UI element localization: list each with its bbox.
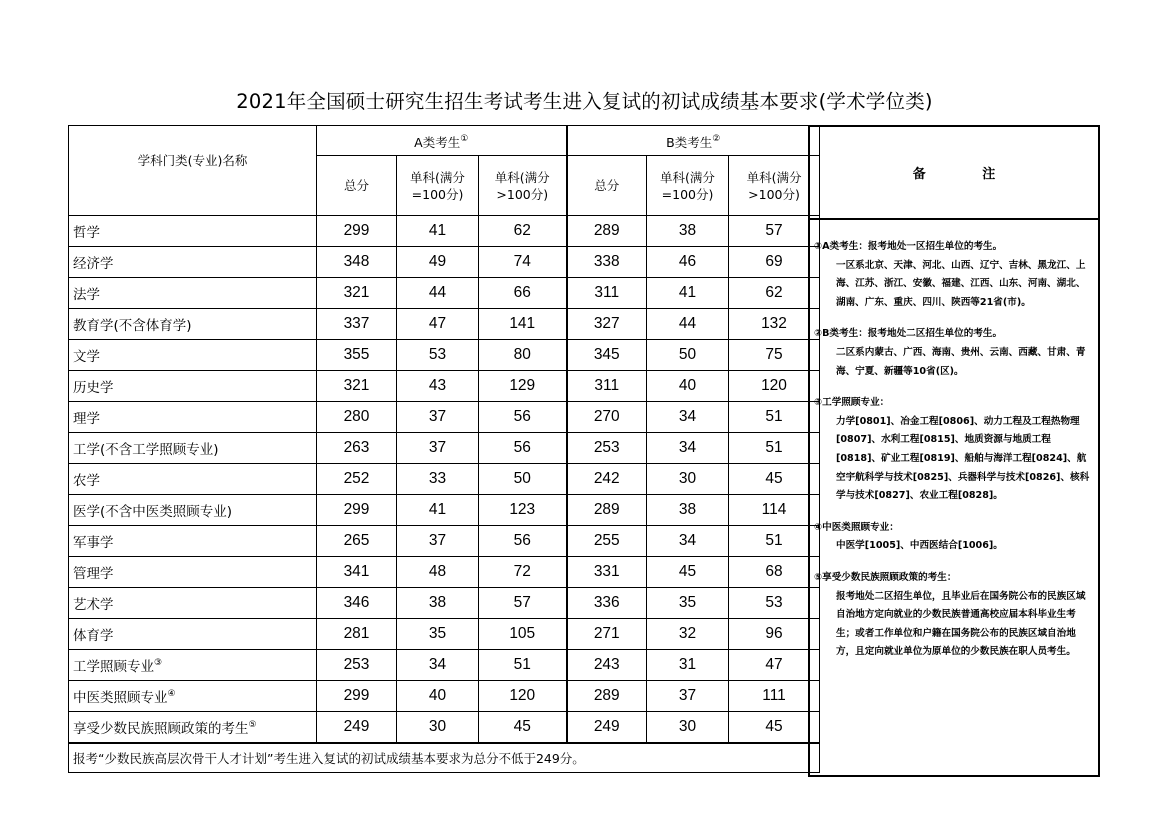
a-score-total: 321 xyxy=(317,371,397,402)
note-body: 力学[0801]、冶金工程[0806]、动力工程及工程热物理[0807]、水利工程[0815]、地质资源与地质工程[0818]、矿业工程[0819]、船舶与海洋工程[0824]、航空宇航科学与技术[0825]、兵器科学与技术[0826]、核科学与技术[0827]、农业工程[0828]。 xyxy=(836,415,1090,502)
a-score-single-over: 80 xyxy=(479,340,567,371)
b-score-total: 311 xyxy=(567,371,647,402)
a-single100-line2: =100分) xyxy=(411,186,464,202)
subject-name xyxy=(69,650,317,681)
a-score-single-over: 123 xyxy=(479,495,567,526)
a-score-single100: 37 xyxy=(397,402,479,433)
b-score-single-over: 51 xyxy=(729,402,820,433)
a-score-single-over: 74 xyxy=(479,247,567,278)
b-score-total: 311 xyxy=(567,278,647,309)
note-body: 报考地处二区招生单位，且毕业后在国务院公布的民族区域自治地方定向就业的少数民族普通高校应届本科毕业生考生；或者工作单位和户籍在国务院公布的民族区域自治地方，且定向就业单位为原单位的少数民族在职人员考生。 xyxy=(836,590,1086,658)
a-score-single-over: 56 xyxy=(479,526,567,557)
a-score-total: 265 xyxy=(317,526,397,557)
subject-label: 经济学 xyxy=(73,256,114,272)
subject-label: 医学(不含中医类照顾专业) xyxy=(73,504,233,520)
a-score-single-over: 141 xyxy=(479,309,567,340)
a-score-total: 348 xyxy=(317,247,397,278)
footnote-row xyxy=(69,743,820,773)
b-score-single100: 50 xyxy=(647,340,729,371)
a-score-single100: 38 xyxy=(397,588,479,619)
remarks-header: 备 注 xyxy=(810,127,1098,220)
b-score-total: 249 xyxy=(567,712,647,743)
subject-name xyxy=(69,216,317,247)
b-score-single-over: 114 xyxy=(729,495,820,526)
b-score-total: 336 xyxy=(567,588,647,619)
b-single100-line1: 单科(满分 xyxy=(660,169,715,185)
a-score-single100: 43 xyxy=(397,371,479,402)
subject-name xyxy=(69,619,317,650)
b-score-single100: 32 xyxy=(647,619,729,650)
b-score-single100: 44 xyxy=(647,309,729,340)
a-single-over-header xyxy=(479,156,567,216)
note-engineering xyxy=(814,394,1094,506)
a-score-total: 299 xyxy=(317,495,397,526)
table-row xyxy=(69,495,820,526)
subject-column-header: 学科门类(专业)名称 xyxy=(69,126,317,216)
note-head: ①A类考生：报考地处一区招生单位的考生。 xyxy=(814,241,1003,252)
b-score-total: 345 xyxy=(567,340,647,371)
group-b-mark: ② xyxy=(712,133,721,144)
b-single100-header xyxy=(647,156,729,216)
table-row xyxy=(69,216,820,247)
subject-name xyxy=(69,526,317,557)
a-score-single-over: 57 xyxy=(479,588,567,619)
b-single-over-line1: 单科(满分 xyxy=(746,169,802,185)
a-score-single100: 40 xyxy=(397,681,479,712)
b-score-single-over: 53 xyxy=(729,588,820,619)
subject-label: 工学(不含工学照顾专业) xyxy=(73,442,219,458)
footnote-mark: ④ xyxy=(167,689,176,699)
a-score-single-over: 51 xyxy=(479,650,567,681)
subject-label: 法学 xyxy=(73,287,100,303)
b-score-single100: 30 xyxy=(647,464,729,495)
b-score-single100: 30 xyxy=(647,712,729,743)
group-a-mark: ① xyxy=(460,133,469,144)
b-score-single-over: 47 xyxy=(729,650,820,681)
b-score-total: 253 xyxy=(567,433,647,464)
note-head: ④中医类照顾专业： xyxy=(814,521,899,533)
b-score-single100: 35 xyxy=(647,588,729,619)
a-score-single-over: 105 xyxy=(479,619,567,650)
b-score-single100: 34 xyxy=(647,402,729,433)
b-total-header: 总分 xyxy=(567,156,647,216)
a-score-single100: 44 xyxy=(397,278,479,309)
b-score-single100: 46 xyxy=(647,247,729,278)
b-score-single100: 38 xyxy=(647,216,729,247)
note-b-class xyxy=(814,325,1094,381)
a-score-total: 253 xyxy=(317,650,397,681)
subject-name xyxy=(69,681,317,712)
remarks-panel xyxy=(808,125,1100,777)
a-single100-line1: 单科(满分 xyxy=(410,169,465,185)
b-score-single100: 38 xyxy=(647,495,729,526)
a-score-total: 280 xyxy=(317,402,397,433)
b-score-total: 289 xyxy=(567,216,647,247)
a-score-single-over: 56 xyxy=(479,402,567,433)
note-head: ②B类考生：报考地处二区招生单位的考生。 xyxy=(814,328,1003,340)
page-title: 2021年全国硕士研究生招生考试考生进入复试的初试成绩基本要求(学术学位类) xyxy=(236,90,933,113)
b-score-single100: 41 xyxy=(647,278,729,309)
b-score-single-over: 57 xyxy=(729,216,820,247)
subject-label: 军事学 xyxy=(73,535,114,551)
subject-label: 教育学(不含体育学) xyxy=(73,318,192,334)
a-single-over-line1: 单科(满分 xyxy=(494,169,550,185)
score-table xyxy=(68,125,820,773)
a-score-single100: 48 xyxy=(397,557,479,588)
b-score-single100: 45 xyxy=(647,557,729,588)
table-row xyxy=(69,526,820,557)
subject-name xyxy=(69,247,317,278)
b-score-single-over: 96 xyxy=(729,619,820,650)
a-score-single100: 37 xyxy=(397,433,479,464)
b-score-total: 289 xyxy=(567,681,647,712)
b-score-single-over: 51 xyxy=(729,526,820,557)
table-row xyxy=(69,371,820,402)
a-single-over-line2: >100分) xyxy=(496,186,549,202)
table-row xyxy=(69,650,820,681)
group-b-label: B类考生 xyxy=(666,134,713,150)
b-single-over-header xyxy=(729,156,820,216)
a-score-single100: 41 xyxy=(397,216,479,247)
a-total-header: 总分 xyxy=(317,156,397,216)
note-body: 中医学[1005]、中西医结合[1006]。 xyxy=(836,540,1003,552)
b-score-total: 270 xyxy=(567,402,647,433)
note-minority xyxy=(814,569,1094,662)
b-single100-line2: =100分) xyxy=(661,186,714,202)
subject-label: 中医类照顾专业 xyxy=(73,690,168,706)
a-score-single100: 30 xyxy=(397,712,479,743)
subject-name xyxy=(69,402,317,433)
subject-label: 管理学 xyxy=(73,566,114,582)
a-score-single-over: 72 xyxy=(479,557,567,588)
b-score-single-over: 111 xyxy=(729,681,820,712)
b-score-total: 271 xyxy=(567,619,647,650)
b-single-over-line2: >100分) xyxy=(748,186,800,202)
subject-label: 理学 xyxy=(73,411,100,427)
group-a-label: A类考生 xyxy=(414,134,461,150)
subject-name xyxy=(69,371,317,402)
a-score-single100: 47 xyxy=(397,309,479,340)
a-score-total: 299 xyxy=(317,216,397,247)
table-row xyxy=(69,588,820,619)
b-score-single-over: 45 xyxy=(729,464,820,495)
a-score-total: 337 xyxy=(317,309,397,340)
footnote-mark: ⑤ xyxy=(248,719,257,730)
footnote-text: 报考“少数民族高层次骨干人才计划”考生进入复试的初试成绩基本要求为总分不低于249分。 xyxy=(69,743,820,773)
b-score-single-over: 75 xyxy=(729,340,820,371)
table-row xyxy=(69,433,820,464)
table-row xyxy=(69,247,820,278)
a-score-total: 281 xyxy=(317,619,397,650)
note-head: ⑤享受少数民族照顾政策的考生： xyxy=(814,571,957,583)
subject-label: 哲学 xyxy=(73,225,100,241)
subject-name xyxy=(69,712,317,743)
remarks-body xyxy=(810,220,1098,662)
a-score-single100: 49 xyxy=(397,247,479,278)
note-head: ③工学照顾专业： xyxy=(814,397,890,409)
b-score-single100: 31 xyxy=(647,650,729,681)
note-tcm xyxy=(814,519,1094,556)
b-score-total: 255 xyxy=(567,526,647,557)
b-score-single-over: 69 xyxy=(729,247,820,278)
b-score-single100: 34 xyxy=(647,433,729,464)
a-score-single-over: 120 xyxy=(479,681,567,712)
b-score-single-over: 68 xyxy=(729,557,820,588)
note-body: 二区系内蒙古、广西、海南、贵州、云南、西藏、甘肃、青海、宁夏、新疆等10省(区)。 xyxy=(836,346,1086,377)
a-score-total: 346 xyxy=(317,588,397,619)
a-score-total: 252 xyxy=(317,464,397,495)
subject-name xyxy=(69,557,317,588)
subject-name xyxy=(69,309,317,340)
b-score-single-over: 62 xyxy=(729,278,820,309)
b-score-total: 243 xyxy=(567,650,647,681)
a-score-single-over: 129 xyxy=(479,371,567,402)
a-score-single-over: 45 xyxy=(479,712,567,743)
footnote-mark: ③ xyxy=(154,658,163,668)
subject-label: 历史学 xyxy=(73,380,114,396)
table-row xyxy=(69,464,820,495)
a-score-total: 341 xyxy=(317,557,397,588)
subject-label: 工学照顾专业 xyxy=(73,659,154,675)
b-score-total: 338 xyxy=(567,247,647,278)
b-score-single100: 34 xyxy=(647,526,729,557)
a-single100-header xyxy=(397,156,479,216)
b-score-total: 331 xyxy=(567,557,647,588)
table-row xyxy=(69,278,820,309)
subject-label: 文学 xyxy=(73,349,100,365)
a-score-total: 299 xyxy=(317,681,397,712)
note-body: 一区系北京、天津、河北、山西、辽宁、吉林、黑龙江、上海、江苏、浙江、安徽、福建、江西、山东、河南、湖北、湖南、广东、重庆、四川、陕西等21省(市)。 xyxy=(836,259,1086,308)
b-score-total: 327 xyxy=(567,309,647,340)
subject-label: 艺术学 xyxy=(73,597,114,613)
a-score-single100: 53 xyxy=(397,340,479,371)
note-a-class xyxy=(814,238,1094,312)
a-score-single100: 33 xyxy=(397,464,479,495)
subject-name xyxy=(69,588,317,619)
a-score-total: 355 xyxy=(317,340,397,371)
table-row xyxy=(69,557,820,588)
subject-label: 享受少数民族照顾政策的考生 xyxy=(73,720,249,737)
b-score-single100: 37 xyxy=(647,681,729,712)
a-score-single100: 41 xyxy=(397,495,479,526)
b-score-total: 289 xyxy=(567,495,647,526)
subject-name xyxy=(69,278,317,309)
table-row xyxy=(69,340,820,371)
a-score-single-over: 56 xyxy=(479,433,567,464)
b-score-single-over: 120 xyxy=(729,371,820,402)
a-score-single100: 37 xyxy=(397,526,479,557)
a-score-single100: 34 xyxy=(397,650,479,681)
subject-name xyxy=(69,340,317,371)
b-score-single-over: 45 xyxy=(729,712,820,743)
a-score-single-over: 62 xyxy=(479,216,567,247)
table-row xyxy=(69,619,820,650)
subject-name xyxy=(69,464,317,495)
b-score-total: 242 xyxy=(567,464,647,495)
table-row xyxy=(69,681,820,712)
subject-label: 体育学 xyxy=(73,628,114,644)
a-score-single-over: 66 xyxy=(479,278,567,309)
table-row xyxy=(69,309,820,340)
subject-name xyxy=(69,495,317,526)
table-row xyxy=(69,402,820,433)
group-b-header xyxy=(567,126,820,156)
a-score-single100: 35 xyxy=(397,619,479,650)
a-score-total: 321 xyxy=(317,278,397,309)
b-score-single100: 40 xyxy=(647,371,729,402)
a-score-single-over: 50 xyxy=(479,464,567,495)
subject-name xyxy=(69,433,317,464)
a-score-total: 249 xyxy=(317,712,397,743)
a-score-total: 263 xyxy=(317,433,397,464)
b-score-single-over: 51 xyxy=(729,433,820,464)
b-score-single-over: 132 xyxy=(729,309,820,340)
table-row xyxy=(69,712,820,743)
group-a-header xyxy=(317,126,567,156)
subject-label: 农学 xyxy=(73,473,100,489)
